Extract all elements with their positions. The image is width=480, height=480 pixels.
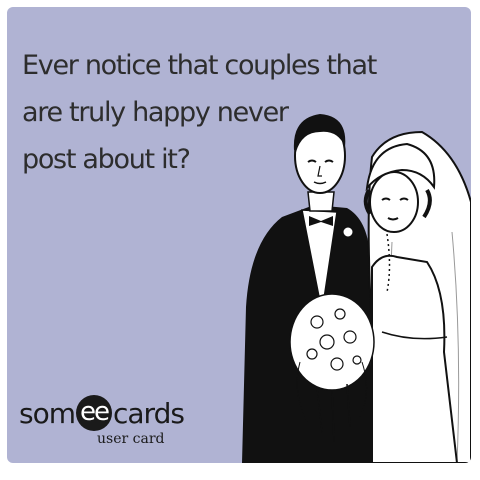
caption-line-3: post about it? [22,144,190,175]
logo-badge: ee [76,395,112,431]
logo-wordmark [19,395,184,431]
logo-suffix: cards [113,396,184,430]
groom-neck [308,192,334,211]
logo-tagline: user card [97,431,165,447]
logo-prefix: som [19,396,75,430]
wedding-couple-illustration [222,92,471,463]
someecards-logo [19,395,184,455]
caption-line-2: are truly happy never [22,97,288,128]
ecard [7,7,471,463]
bride-head [370,172,418,232]
caption-line-1: Ever notice that couples that [22,50,377,81]
